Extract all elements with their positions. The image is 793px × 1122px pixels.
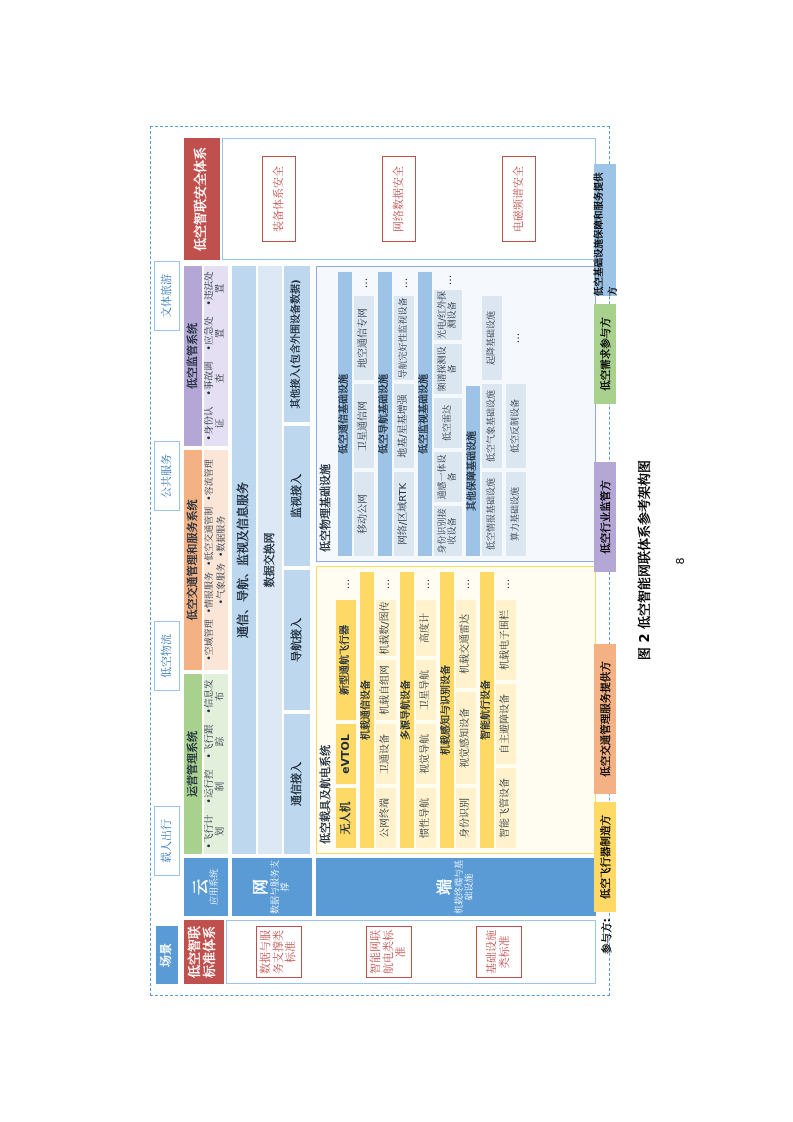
net-exchange: 数据交换网	[258, 266, 282, 854]
infra-nav-title: 低空导航基础设施	[378, 272, 392, 556]
infra-other-item: 低空气象基础设施	[482, 384, 502, 468]
net-access: 通信接入	[284, 714, 310, 854]
avionics-title: 低空载具及航电系统	[318, 745, 332, 844]
net-main: 通信、导航、监视及信息服务	[232, 266, 256, 854]
vehicle-item: eVTOL	[336, 724, 356, 784]
supervision-item: •违法处置	[204, 271, 226, 306]
nav-item: 高度计	[416, 600, 436, 656]
flight-item: 智能飞管设备	[496, 768, 516, 848]
sense-title: 机载感知与识别设备	[440, 572, 454, 848]
layer-net-sub: 数据与服务支撑	[270, 860, 292, 915]
layer-net	[232, 858, 312, 916]
scene-item: 低空物流	[154, 621, 180, 691]
traffic-item: •数据服务	[216, 515, 227, 557]
layer-net-label: 网	[251, 879, 271, 896]
flight-item: 自主避障设备	[496, 684, 516, 764]
infra-nav-item: 地基/星基增强	[394, 384, 414, 468]
nav-item: 惯性导航	[416, 788, 436, 848]
traffic-item: •低空交通管制	[204, 506, 215, 566]
scene-item: 文体旅游	[154, 261, 180, 331]
ops-item: •飞行跟踪	[204, 724, 226, 759]
infra-other-item: 低空情报基础设施	[482, 472, 502, 556]
supervision-item: •事故调查	[204, 361, 226, 396]
net-access: 监视接入	[284, 426, 310, 566]
layer-end-label: 端	[435, 879, 455, 896]
standards-item: 智能网联航电类标准	[366, 926, 412, 978]
legend-landscape	[590, 160, 620, 960]
traffic-item: •气象服务	[216, 563, 227, 605]
security-item: 电磁频谱安全	[502, 156, 536, 242]
figure-caption-area	[628, 380, 658, 740]
supervision-system-items	[204, 266, 228, 446]
infra-surv-item: 身份识别接收设备	[434, 506, 462, 556]
flight-more: ...	[498, 578, 512, 590]
nav-item: 卫星导航	[416, 660, 436, 720]
legend-item-manufacturer: 低空飞行器制造方	[594, 802, 616, 912]
security-item: 网络数据安全	[382, 156, 416, 242]
diagram-landscape	[150, 126, 610, 996]
supervision-item: •应急处置	[204, 316, 226, 351]
vehicle-item: 新型通航飞行器	[336, 600, 356, 720]
sense-item: 身份识别	[456, 788, 476, 848]
page-number: 8	[674, 557, 687, 565]
nav-more: ...	[418, 578, 432, 590]
infra-comm-item: 地空通信专网	[354, 296, 374, 380]
infra-comm-more: ...	[356, 277, 370, 289]
legend-item-traffic-provider: 低空交通管理服务提供方	[594, 644, 616, 794]
supervision-system-title: 低空监管系统	[184, 266, 202, 446]
security-title: 低空智联安全体系	[184, 138, 220, 260]
infra-other-title: 其他保障基础设施	[466, 386, 480, 556]
layer-cloud-label: 云	[190, 879, 210, 896]
sense-item: 机载交通雷达	[456, 600, 476, 688]
infra-nav-more: ...	[396, 277, 410, 289]
infra-comm-item: 移动公网	[354, 472, 374, 556]
comm-more: ...	[378, 578, 392, 590]
figure-caption: 图 2 低空智能网联体系参考架构图	[637, 459, 653, 661]
layer-cloud	[184, 858, 228, 916]
comm-item: 公网终端	[376, 788, 396, 848]
infra-nav-item: 网络/区域RTK	[394, 472, 414, 556]
infra-comm-title: 低空通信基础设施	[338, 272, 352, 556]
flight-item: 机载电子围栏	[496, 600, 516, 680]
infra-surv-item: 频谱探测设备	[434, 344, 462, 394]
legend-label: 参与方:	[600, 918, 613, 954]
layer-cloud-sub: 应用系统	[210, 869, 221, 906]
ops-item: •信息发布	[204, 679, 226, 714]
infra-nav-item: 导航完好性监视设备	[394, 296, 414, 380]
infra-surv-item: 光电/红外探测设备	[434, 290, 462, 340]
supervision-item: •身份认证	[204, 406, 226, 441]
traffic-item: •空域管理	[204, 619, 215, 661]
layer-end	[316, 858, 596, 916]
infra-other-more: ...	[508, 332, 522, 344]
standards-title: 低空智联标准体系	[184, 920, 224, 984]
traffic-system-title: 低空交通管理和服务系统	[184, 450, 202, 670]
infra-other-item: 算力基础设施	[506, 472, 526, 556]
ops-system-title: 运营管理系统	[184, 674, 202, 854]
flight-title: 智能航行设备	[480, 572, 494, 848]
net-access: 导航接入	[284, 570, 310, 710]
infra-surv-item: 低空雷达	[434, 398, 462, 448]
infra-other-item: 低空反制设备	[506, 384, 526, 468]
infra-title: 低空物理基础设施	[318, 464, 332, 552]
infra-surv-item: 通感一体设备	[434, 452, 462, 502]
standards-item: 基础设施类标准	[476, 926, 522, 978]
vehicle-item: 无人机	[336, 788, 356, 848]
layer-end-sub: 机载终端与基础设施	[454, 860, 476, 915]
comm-title: 机载通信设备	[360, 572, 374, 848]
infra-surv-more: ...	[440, 274, 454, 286]
sense-item: 视觉感知设备	[456, 692, 476, 784]
vehicle-more: ...	[338, 578, 352, 590]
traffic-item: •情报服务	[204, 572, 215, 614]
comm-item: 机载数/图传	[376, 600, 396, 656]
legend-item-infra-provider: 低空基础设施保障和服务提供方	[594, 164, 616, 296]
legend-area	[590, 160, 620, 960]
comm-item: 机载自组网	[376, 660, 396, 720]
traffic-item: •容流管理	[204, 459, 215, 501]
scene-item: 公共服务	[154, 441, 180, 511]
infra-other-item: 起降基础设施	[482, 296, 502, 380]
legend-item-regulator: 低空行业监管方	[594, 462, 616, 572]
ops-system-items	[204, 674, 228, 854]
infra-surv-title: 低空监视基础设施	[418, 272, 432, 556]
traffic-system-items	[204, 450, 228, 670]
legend-item-demand: 低空需求参与方	[594, 304, 616, 404]
ops-item: •飞行计划	[204, 814, 226, 849]
scene-item: 载人出行	[154, 806, 180, 876]
sense-more: ...	[458, 578, 472, 590]
nav-item: 视觉导航	[416, 724, 436, 784]
security-item: 装备体系安全	[262, 156, 296, 242]
scene-label: 场景	[156, 926, 178, 984]
nav-title: 多源导航设备	[400, 572, 414, 848]
infra-comm-item: 卫星通信网	[354, 384, 374, 468]
net-access: 其他接入(包含外围设备数据)	[284, 266, 310, 422]
architecture-diagram	[150, 126, 610, 996]
comm-item: 卫通设备	[376, 724, 396, 784]
standards-item: 数据与服务支撑类标准	[256, 926, 302, 978]
ops-item: •运行控制	[204, 769, 226, 804]
